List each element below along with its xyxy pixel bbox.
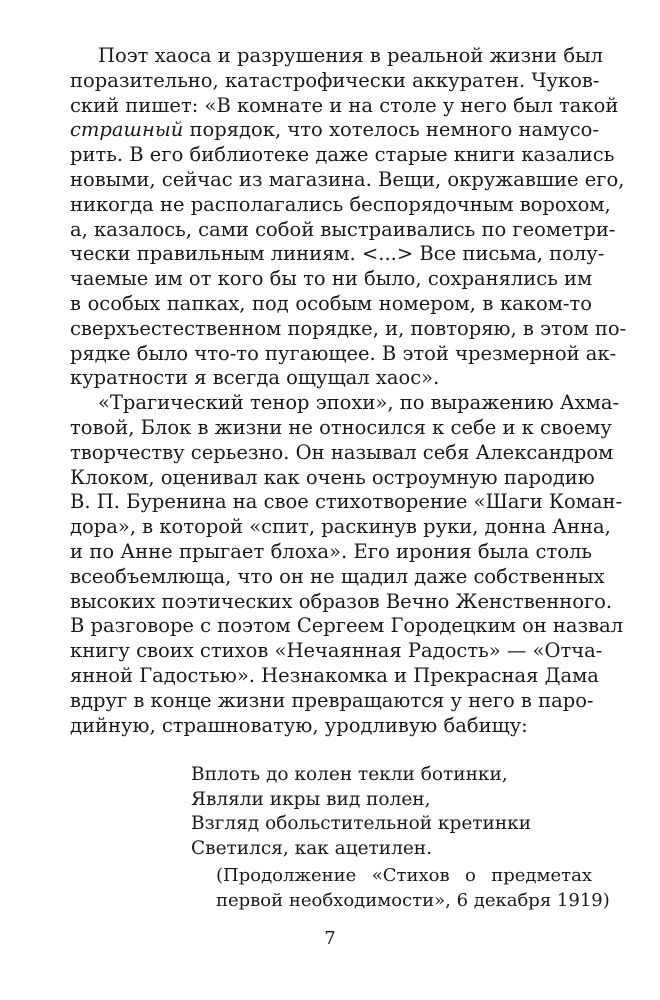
verse-quote — [191, 763, 531, 861]
verse-line: Являли икры вид полен, — [191, 788, 431, 810]
text-line: новыми, сейчас из магазина. Вещи, окружавшие его, — [70, 167, 625, 191]
text-line: вдруг в конце жизни превращаются у него в паро- — [70, 688, 594, 712]
text-line: В разговоре с поэтом Сергеем Городецким он назвал — [70, 614, 624, 638]
text-line: куратности я всегда ощущал хаос». — [70, 366, 440, 390]
text-line: «Трагический тенор эпохи», по выражению Ахма- — [98, 391, 620, 415]
paragraph-2 — [70, 391, 624, 738]
text-line-with-emphasis — [70, 118, 599, 143]
text-line: всеобъемлюща, что он не щадил даже собственных — [70, 564, 605, 588]
text-line: Поэт хаоса и разрушения в реальной жизни был — [98, 44, 603, 67]
page-body — [70, 44, 627, 738]
text-line: товой, Блок в жизни не относился к себе и к своему — [70, 415, 612, 439]
text-line: чаемые им от кого бы то ни было, сохранялись им — [70, 267, 593, 291]
text-line: в особых папках, под особым номером, в каком-то — [70, 291, 592, 315]
verse-source — [216, 863, 610, 913]
text-line: поразительно, катастрофически аккуратен. Чуков- — [70, 68, 600, 92]
text-line: рить. В его библиотеке даже старые книги казались — [70, 143, 615, 167]
page-number: 7 — [324, 928, 336, 949]
text-line: ский пишет: «В комнате и на столе у него был такой — [70, 93, 619, 117]
text-line: творчеству серьезно. Он называл себя Александром — [70, 440, 614, 464]
text-line: сверхъестественном порядке, и, повторяю, в этом по- — [70, 316, 627, 340]
text-line: никогда не располагались беспорядочным ворохом, — [70, 192, 611, 216]
text-line: а, казалось, сами собой выстраивались по геометри- — [70, 217, 616, 241]
verse-line: Светился, как ацетилен. — [191, 837, 433, 859]
text-line: высоких поэтических образов Вечно Женственного. — [70, 589, 613, 613]
text-line-rest: порядок, что хотелось немного намусо- — [189, 118, 599, 142]
text-line: книгу своих стихов «Нечаянная Радость» — «Отча- — [70, 639, 603, 663]
text-line: дийную, страшноватую, уродливую бабищу: — [70, 713, 528, 737]
text-line: янной Гадостью». Незнакомка и Прекрасная Дама — [70, 663, 599, 687]
paragraph-1 — [70, 44, 627, 391]
source-line: первой необходимости», 6 декабря 1919) — [216, 890, 610, 911]
text-line: чески правильным линиям. <...> Все письма, полу- — [70, 242, 605, 266]
verse-line: Вплоть до колен текли ботинки, — [191, 764, 508, 785]
text-line: В. П. Буренина на свое стихотворение «Шаги Коман- — [70, 490, 623, 514]
verse-line: Взгляд обольстительной кретинки — [191, 813, 532, 834]
text-line: дора», в которой «спит, раскинув руки, донна Анна, — [70, 515, 611, 539]
text-line: рядке было что-то пугающее. В этой чрезмерной ак- — [70, 341, 617, 365]
emphasized-word: страшный — [70, 118, 184, 142]
text-line: и по Анне прыгает блоха». Его ирония была столь — [70, 539, 592, 563]
text-line: Клоком, оценивал как очень остроумную пародию — [70, 465, 595, 489]
source-line: (Продолжение «Стихов о предметах — [216, 865, 592, 886]
